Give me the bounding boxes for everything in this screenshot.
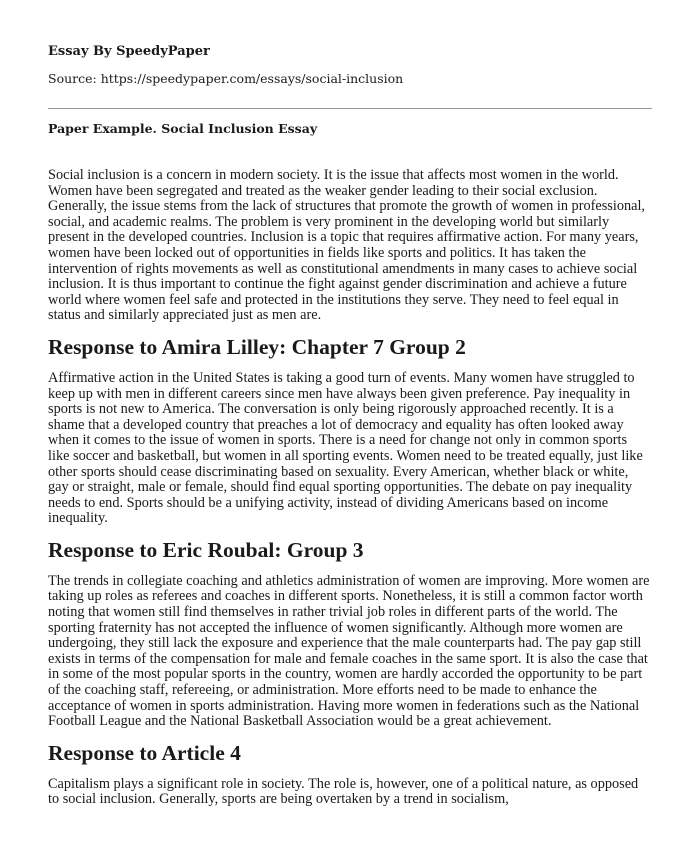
source-line: Source: https://speedypaper.com/essays/social-inclusion bbox=[48, 71, 404, 86]
section-paragraph-article-4: Capitalism plays a significant role in society. The role is, however, one of a political nature, as opposed to social inclusion. Generally, sports are being overtaken by a trend in socialism, bbox=[48, 775, 639, 808]
section-heading-amira-lilley: Response to Amira Lilley: Chapter 7 Group 2 bbox=[48, 334, 466, 359]
intro-paragraph: Social inclusion is a concern in modern society. It is the issue that affects most women in the world. Women have been segregated and treated as the weaker gender leading to their social exclusion. Generally, the issue stems from the lack of structures that promote the growth of women in professional, social, and academic realms. The problem is very prominent in the developing world but similarly present in the developed countries. Inclusion is a topic that requires affirmative action. For many years, women have been locked out of opportunities in fields like sports and politics. It has taken the intervention of rights movements as well as constitutional amendments in many cases to achieve social inclusion. It is thus important to continue the fight against gender discrimination and achieve a future world where women feel safe and protected in the institutions they serve. They need to feel equal in status and similarly appreciated just as men are. bbox=[48, 167, 646, 324]
brand-line: Essay By SpeedyPaper bbox=[48, 44, 210, 59]
section-heading-article-4: Response to Article 4 bbox=[48, 740, 241, 765]
section-heading-eric-roubal: Response to Eric Roubal: Group 3 bbox=[48, 537, 364, 562]
essay-body bbox=[48, 168, 652, 808]
section-paragraph-amira-lilley: Affirmative action in the United States is taking a good turn of events. Many women have struggled to keep up with men in different careers since men have always been given preference. Pay inequality in sports is not new to America. The conversation is only being rigorously approached recently. It is a shame that a developed country that preaches a lot of democracy and equality has often looked away when it comes to the issue of women in sports. There is a need for change not only in common sports like soccer and basketball, but women in all sporting events. Women need to be treated equally, just like other sports should cease discriminating based on sexuality. Every American, whether black or white, gay or straight, male or female, should find equal sporting opportunities. The debate on pay inequality needs to end. Sports should be a unifying activity, instead of dividing Americans based on income inequality. bbox=[48, 369, 643, 527]
paper-title: Paper Example. Social Inclusion Essay bbox=[48, 121, 318, 136]
section-paragraph-eric-roubal: The trends in collegiate coaching and athletics administration of women are improving. More women are taking up roles as referees and coaches in different sports. Nonetheless, it is still a common factor worth noting that women still find themselves in rather trivial job roles in different parts of the world. The sporting fraternity has not accepted the influence of women significantly. Although more women are undergoing, they still lack the exposure and experience that the male counterparts had. The pay gap still exists in terms of the compensation for male and female coaches in the same sport. It is also the case that in some of the most popular sports in the country, women are hardly accorded the opportunity to be part of the coaching staff, refereeing, or administration. More efforts need to be made to enhance the acceptance of women in sports administration. Having more women in federations such as the National Football League and the National Basketball Association would be a great achievement. bbox=[48, 572, 650, 730]
header-divider bbox=[48, 108, 652, 109]
